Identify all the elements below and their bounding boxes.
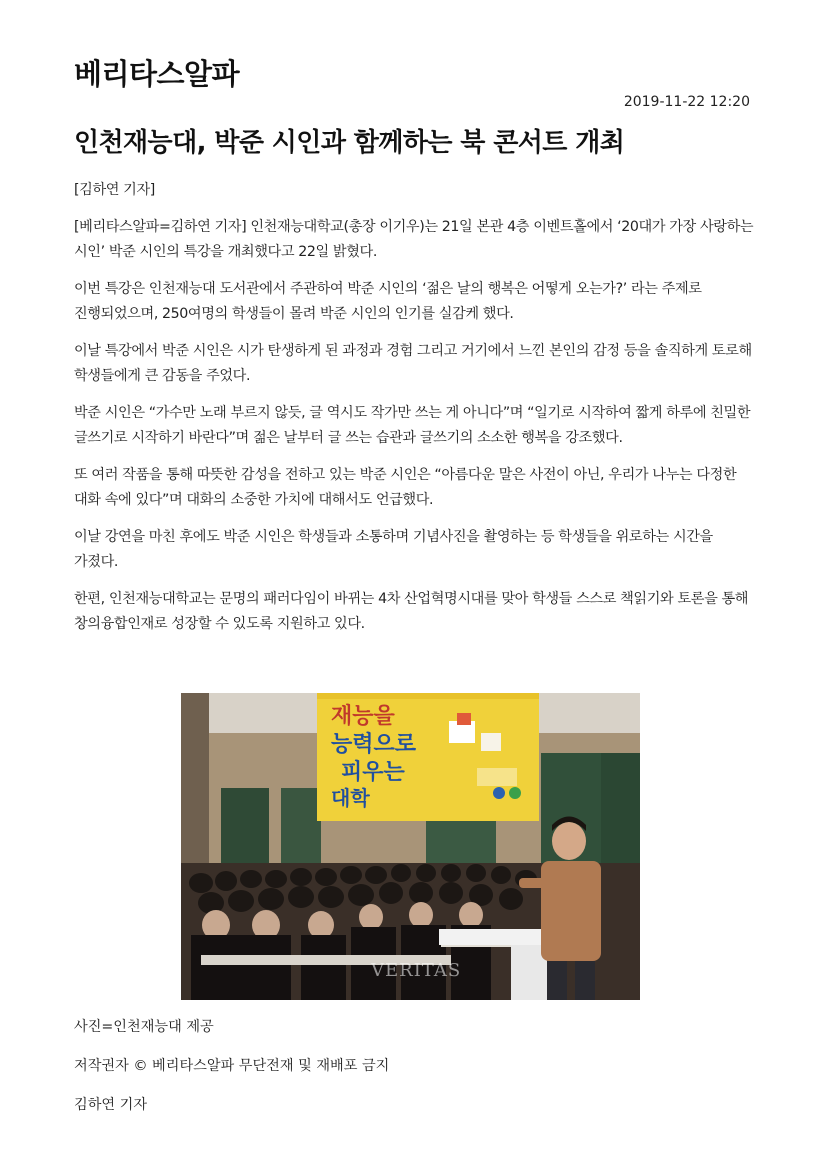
photo-watermark: VERITAS <box>371 960 462 981</box>
article-paragraph: 한편, 인천재능대학교는 문명의 패러다임이 바뀌는 4차 산업혁명시대를 맞아 학생들 스스로 책읽기와 토론을 통해 창의융합인재로 성장할 수 있도록 지원하고 있다. <box>74 591 749 632</box>
banner-line: 재능을 <box>331 704 395 729</box>
article-paragraph: 또 여러 작품을 통해 따뜻한 감성을 전하고 있는 박준 시인은 “아름다운 말은 사전이 아닌, 우리가 나누는 다정한 대화 속에 있다”며 대화의 소중한 가치에 대해서도 언급했다. <box>74 467 737 508</box>
article-paragraph: 이날 강연을 마친 후에도 박준 시인은 학생들과 소통하며 기념사진을 촬영하는 등 학생들을 위로하는 시간을 가졌다. <box>74 529 713 570</box>
article-paragraph: 이번 특강은 인천재능대 도서관에서 주관하여 박준 시인의 ‘젊은 날의 행복은 어떻게 오는가?’ 라는 주제로 진행되었으며, 250여명의 학생들이 몰려 박준 시인의 인기를 실감케 했다. <box>74 281 702 322</box>
article-paragraph: 박준 시인은 “가수만 노래 부르지 않듯, 글 역시도 작가만 쓰는 게 아니다”며 “일기로 시작하여 짧게 하루에 친밀한 글쓰기로 시작하기 바란다”며 젊은 날부터 글 쓰는 습관과 글쓰기의 소소한 행복을 강조했다. <box>74 405 751 446</box>
photo-caption: 사진=인천재능대 제공 <box>74 1019 214 1035</box>
banner-line: 능력으로 <box>331 732 417 757</box>
copyright-notice: 저작권자 © 베리타스알파 무단전재 및 재배포 금지 <box>74 1058 390 1074</box>
article-body <box>74 178 754 649</box>
article-date: 2019-11-22 12:20 <box>623 94 750 110</box>
article-byline: [김하연 기자] <box>74 182 155 198</box>
reporter-name: 김하연 기자 <box>74 1097 148 1113</box>
article-headline: 인천재능대, 박준 시인과 함께하는 북 콘서트 개최 <box>74 128 625 158</box>
speaker <box>552 822 586 860</box>
banner-line: 대학 <box>331 786 370 810</box>
banner-line: 피우는 <box>341 760 405 785</box>
site-name[interactable]: 베리타스알파 <box>74 57 240 91</box>
article-paragraph: 이날 특강에서 박준 시인은 시가 탄생하게 된 과정과 경험 그리고 거기에서 느낀 본인의 감정 등을 솔직하게 토로해 학생들에게 큰 감동을 주었다. <box>74 343 752 384</box>
article-photo <box>181 693 640 1000</box>
lecture-hall-photo <box>181 693 640 1000</box>
article-paragraph: [베리타스알파=김하연 기자] 인천재능대학교(총장 이기우)는 21일 본관 4층 이벤트홀에서 ‘20대가 가장 사랑하는 시인’ 박준 시인의 특강을 개최했다고 22일 밝혔다. <box>74 219 754 260</box>
